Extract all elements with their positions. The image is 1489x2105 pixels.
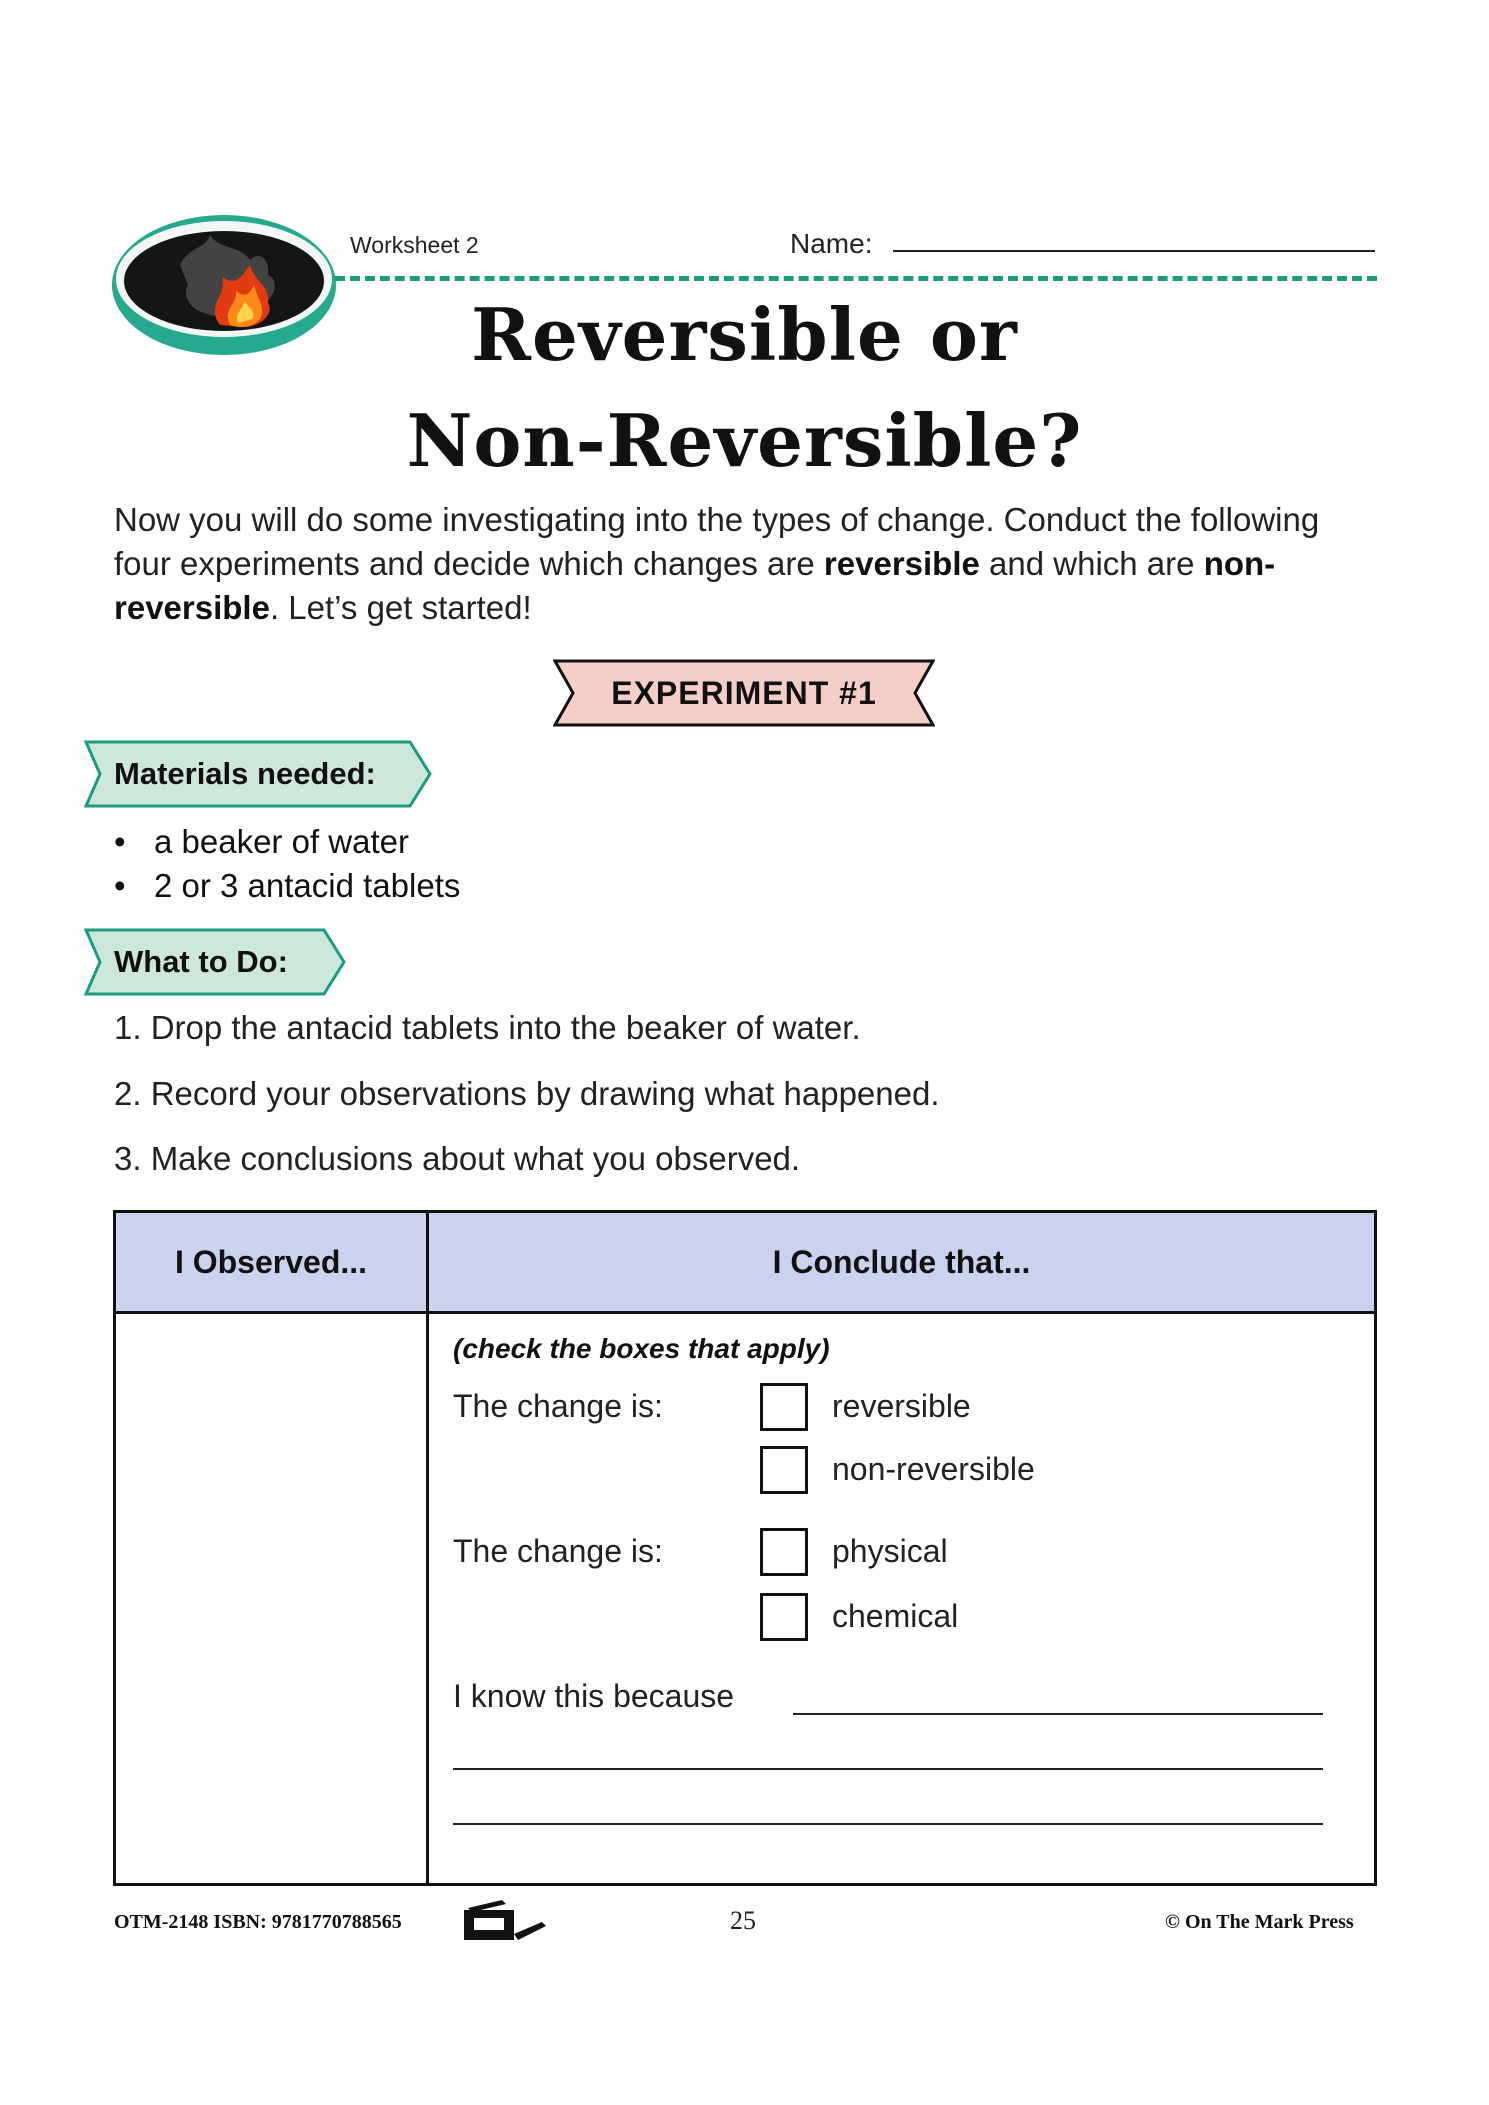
header-dashed-divider: [335, 276, 1377, 281]
reproducible-copier-icon: [462, 1896, 548, 1944]
because-label: I know this because: [453, 1678, 735, 1714]
footer-isbn: OTM-2148 ISBN: 9781770788565: [114, 1911, 402, 1933]
reversible-checkbox[interactable]: [760, 1383, 808, 1431]
change-question-label-1: The change is:: [453, 1388, 663, 1424]
intro-bold-non-reversible: non-reversible: [114, 545, 1276, 626]
page-number: 25: [730, 1906, 756, 1935]
intro-text-2: and which are: [979, 545, 1204, 582]
instruction-step: 3. Make conclusions about what you observed.: [114, 1140, 801, 1177]
answer-line[interactable]: [453, 1768, 1323, 1770]
column-divider: [426, 1213, 429, 1883]
materials-heading: Materials needed:: [114, 756, 376, 791]
list-item: • 2 or 3 antacid tablets: [114, 867, 461, 904]
material-item-text: a beaker of water: [154, 823, 409, 860]
instruction-step: 2. Record your observations by drawing what happened.: [114, 1075, 940, 1112]
intro-bold-reversible: reversible: [823, 545, 980, 582]
chemical-option-label: chemical: [832, 1598, 959, 1634]
worksheet-label: Worksheet 2: [350, 232, 479, 258]
material-item-text: 2 or 3 antacid tablets: [154, 867, 461, 904]
list-item: • a beaker of water: [114, 823, 409, 860]
page-title-line-1: Reversible or: [471, 292, 1018, 377]
physical-option-label: physical: [832, 1533, 948, 1569]
non-reversible-option-label: non-reversible: [832, 1451, 1035, 1487]
answer-line[interactable]: [453, 1823, 1323, 1825]
column-header-conclude: I Conclude that...: [772, 1244, 1031, 1280]
what-to-do-heading: What to Do:: [114, 944, 288, 979]
instruction-step: 1. Drop the antacid tablets into the beaker of water.: [114, 1009, 861, 1046]
page-title-line-2: Non-Reversible?: [406, 398, 1083, 483]
non-reversible-checkbox[interactable]: [760, 1446, 808, 1494]
physical-checkbox[interactable]: [760, 1528, 808, 1576]
name-label: Name:: [790, 228, 873, 259]
column-header-observed: I Observed...: [174, 1244, 368, 1280]
answer-line[interactable]: [793, 1713, 1323, 1715]
reversible-option-label: reversible: [832, 1388, 971, 1424]
chemical-checkbox[interactable]: [760, 1593, 808, 1641]
observation-table: [113, 1210, 1377, 1886]
change-question-label-2: The change is:: [453, 1533, 663, 1569]
name-field-line[interactable]: [893, 250, 1375, 252]
intro-text-3: . Let’s get started!: [269, 589, 532, 626]
footer-copyright: © On The Mark Press: [1165, 1911, 1354, 1933]
intro-text-1: Now you will do some investigating into the types of change. Conduct the following four experiments and decide which changes are: [114, 501, 1320, 582]
intro-paragraph: [114, 498, 1374, 630]
experiment-label: EXPERIMENT #1: [611, 675, 877, 711]
check-instruction: (check the boxes that apply): [453, 1333, 830, 1364]
